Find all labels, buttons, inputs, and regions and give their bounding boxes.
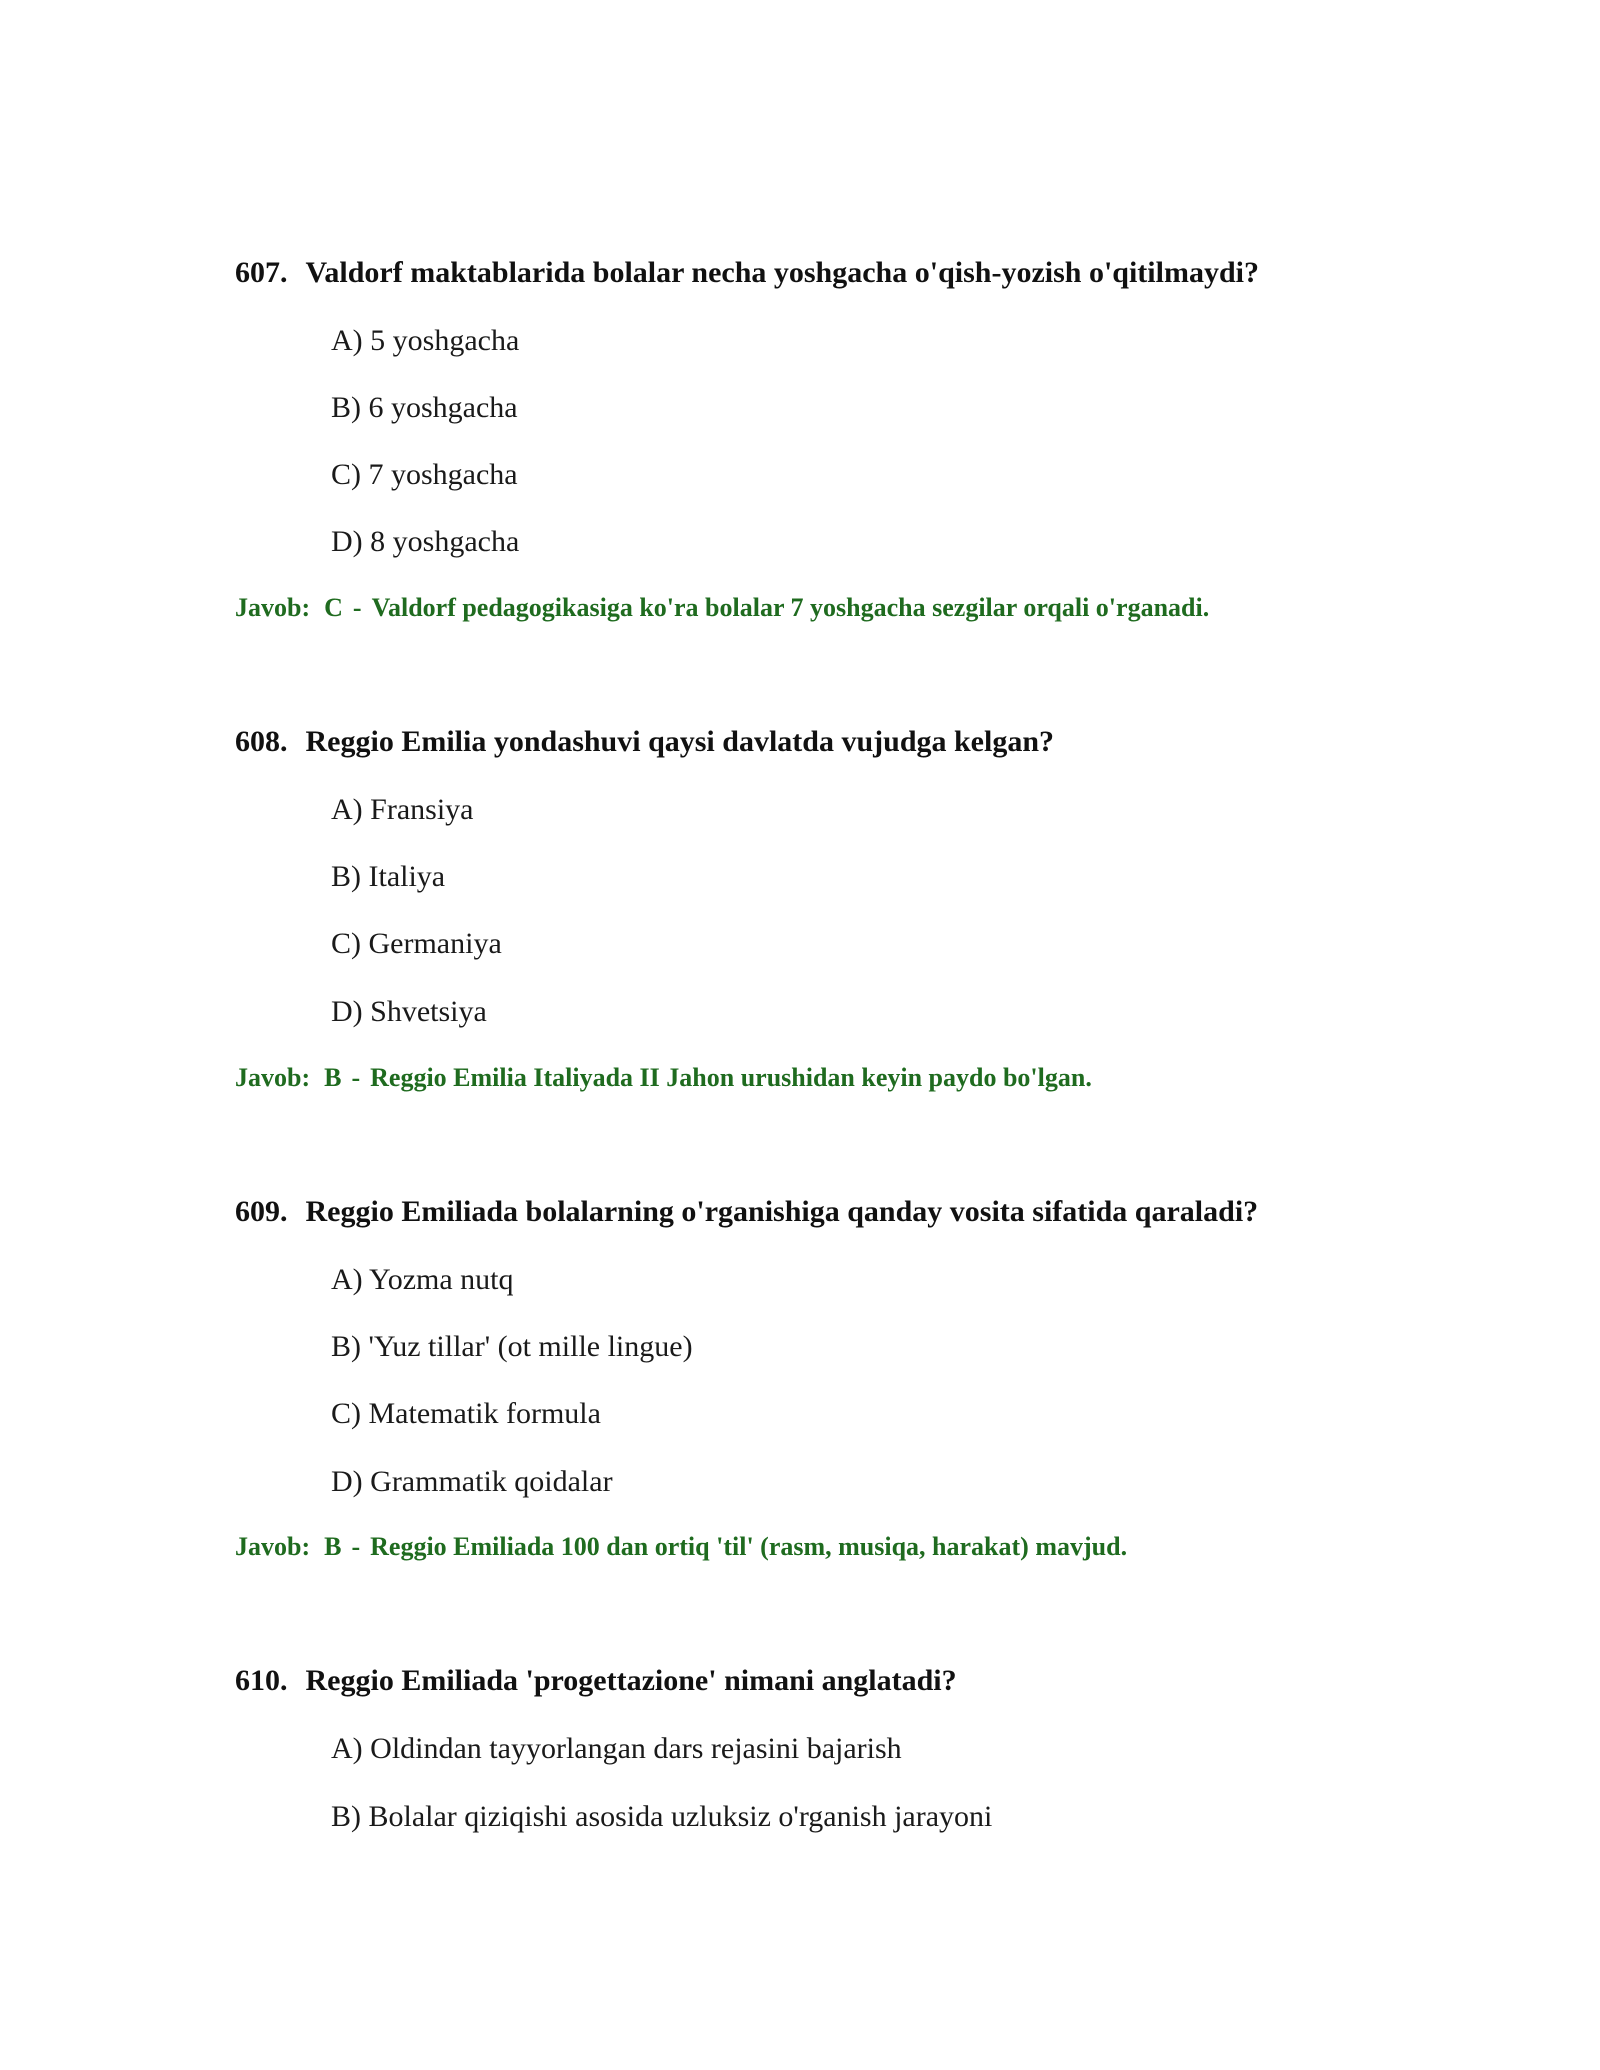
question-number: 607. xyxy=(235,256,288,289)
answer-letter: B xyxy=(324,1532,342,1561)
answer-line xyxy=(235,593,1209,623)
option-b: B) 6 yoshgacha xyxy=(331,391,518,424)
option-b: B) Bolalar qiziqishi asosida uzluksiz o'rganish jarayoni xyxy=(331,1800,993,1833)
question-number: 609. xyxy=(235,1195,288,1228)
answer-label: Javob: xyxy=(235,593,311,622)
option-a: A) Oldindan tayyorlangan dars rejasini bajarish xyxy=(331,1732,902,1765)
question-text: Reggio Emiliada 'progettazione' nimani anglatadi? xyxy=(305,1664,957,1697)
answer-label: Javob: xyxy=(235,1063,311,1092)
option-c: C) Germaniya xyxy=(331,927,502,960)
answer-letter: B xyxy=(324,1063,342,1092)
question-607-title xyxy=(235,256,1259,290)
question-text: Reggio Emiliada bolalarning o'rganishiga qanday vosita sifatida qaraladi? xyxy=(305,1195,1259,1228)
option-a: A) Yozma nutq xyxy=(331,1263,514,1296)
option-d: D) Grammatik qoidalar xyxy=(331,1465,613,1498)
option-b: B) Italiya xyxy=(331,860,446,893)
question-text: Valdorf maktablarida bolalar necha yoshgacha o'qish-yozish o'qitilmaydi? xyxy=(305,256,1259,289)
option-c: C) 7 yoshgacha xyxy=(331,458,518,491)
answer-line xyxy=(235,1532,1127,1562)
question-609-title xyxy=(235,1195,1258,1229)
answer-explanation: Reggio Emiliada 100 dan ortiq 'til' (rasm, musiqa, harakat) mavjud. xyxy=(370,1532,1128,1561)
question-text: Reggio Emilia yondashuvi qaysi davlatda vujudga kelgan? xyxy=(305,725,1055,758)
option-a: A) Fransiya xyxy=(331,793,474,826)
option-d: D) Shvetsiya xyxy=(331,995,487,1028)
answer-line xyxy=(235,1063,1092,1093)
answer-separator: - xyxy=(351,1532,361,1561)
answer-letter: C xyxy=(324,593,343,622)
question-number: 610. xyxy=(235,1664,288,1697)
answer-explanation: Reggio Emilia Italiyada II Jahon urushidan keyin paydo bo'lgan. xyxy=(370,1063,1092,1092)
option-b: B) 'Yuz tillar' (ot mille lingue) xyxy=(331,1330,693,1363)
option-d: D) 8 yoshgacha xyxy=(331,525,520,558)
answer-separator: - xyxy=(352,593,362,622)
answer-explanation: Valdorf pedagogikasiga ko'ra bolalar 7 yoshgacha sezgilar orqali o'rganadi. xyxy=(371,593,1210,622)
answer-separator: - xyxy=(351,1063,361,1092)
answer-label: Javob: xyxy=(235,1532,311,1561)
option-a: A) 5 yoshgacha xyxy=(331,324,520,357)
question-number: 608. xyxy=(235,725,288,758)
option-c: C) Matematik formula xyxy=(331,1397,601,1430)
question-608-title xyxy=(235,725,1054,759)
question-610-title xyxy=(235,1664,957,1698)
